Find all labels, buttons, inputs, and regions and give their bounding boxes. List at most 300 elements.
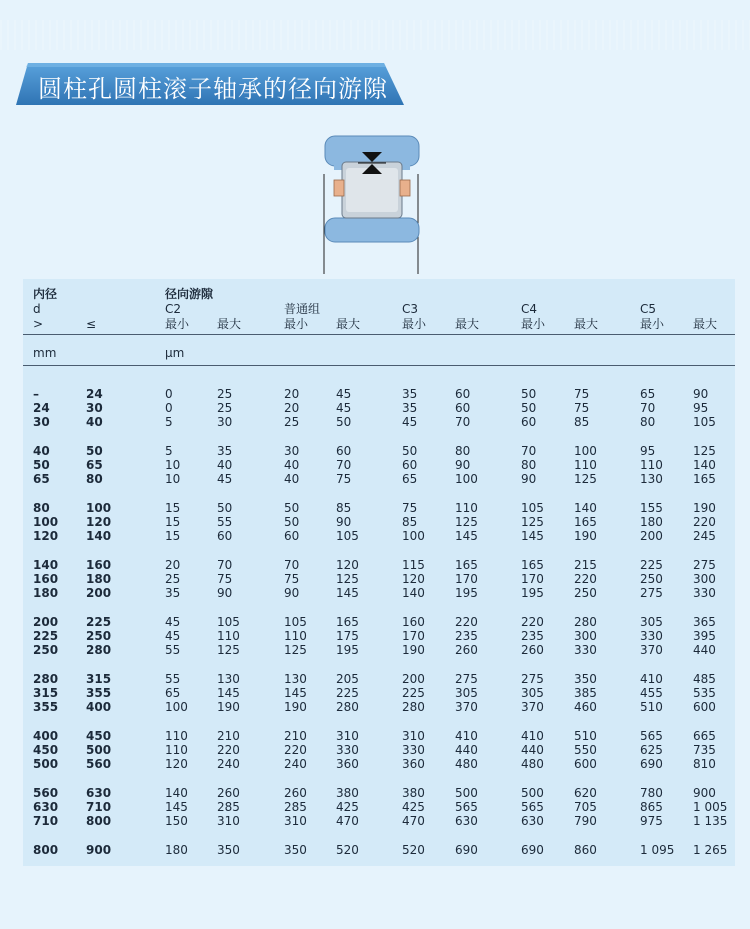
c4-max-cell: 100 <box>574 444 597 458</box>
normal-min-cell: 25 <box>284 415 300 430</box>
normal-max-cell: 120 <box>336 558 359 572</box>
bore-over-cell: 315 <box>33 686 59 701</box>
normal-min-cell: 75 <box>284 572 300 587</box>
c4-max-cell: 790 <box>574 814 597 829</box>
c2-min-cell: 0 <box>165 387 173 401</box>
c3-max-cell: 145 <box>455 529 478 544</box>
c5-min-cell: 110 <box>640 458 663 473</box>
c2-max-cell: 125 <box>217 643 240 658</box>
c4-min-cell: 145 <box>521 529 544 544</box>
c4-max-cell: 330 <box>574 643 597 658</box>
c5-max-cell: 900 <box>693 786 716 800</box>
c4-max-cell: 165 <box>574 515 597 530</box>
c3-max-cell: 80 <box>455 444 471 458</box>
c3-min-cell: 330 <box>402 743 425 758</box>
c2-max-cell: 110 <box>217 629 240 644</box>
c4-min-cell: 125 <box>521 515 544 530</box>
c3-max-cell: 480 <box>455 757 478 772</box>
c3-max-cell: 275 <box>455 672 478 686</box>
table-row <box>0 672 750 686</box>
normal-max-cell: 90 <box>336 515 352 530</box>
c4-min-cell: 410 <box>521 729 544 743</box>
c3-max-cell: 60 <box>455 387 471 401</box>
c3-min-cell: 50 <box>402 444 418 458</box>
bore-over-cell: 800 <box>33 843 59 857</box>
c5-min-cell: 865 <box>640 800 663 815</box>
c2-min-cell: 150 <box>165 814 188 829</box>
bore-over-cell: 560 <box>33 786 59 800</box>
c2-min-cell: 145 <box>165 800 188 815</box>
c2-min-cell: 15 <box>165 529 181 544</box>
c4-min-cell: 370 <box>521 700 544 715</box>
bore-incl-cell: 120 <box>86 515 112 530</box>
c3-min-cell: 115 <box>402 558 425 572</box>
bore-over-cell: 80 <box>33 501 50 515</box>
normal-min-cell: 190 <box>284 700 307 715</box>
c3-min-cell: 35 <box>402 401 418 416</box>
normal-min-cell: 70 <box>284 558 300 572</box>
normal-min-cell: 285 <box>284 800 307 815</box>
table-row <box>0 743 750 757</box>
c3-max-cell: 100 <box>455 472 478 487</box>
normal-max-cell: 425 <box>336 800 359 815</box>
c5-max-cell: 1 265 <box>693 843 728 857</box>
c2-min-cell: 65 <box>165 686 181 701</box>
cylindrical-roller-bearing-icon <box>322 134 422 274</box>
c5-max-cell: 535 <box>693 686 716 701</box>
table-row <box>0 401 750 415</box>
bore-incl-cell: 280 <box>86 643 112 658</box>
header-divider <box>23 334 735 335</box>
c3-min-cell: 200 <box>402 672 425 686</box>
table-row <box>0 643 750 657</box>
c5-min-cell: 180 <box>640 515 663 530</box>
normal-min-cell: 145 <box>284 686 307 701</box>
bore-incl-cell: 250 <box>86 629 112 644</box>
bore-incl-cell: 100 <box>86 501 112 515</box>
c2-min-header: 最小 <box>165 317 190 331</box>
c5-min-cell: 70 <box>640 401 656 416</box>
normal-max-cell: 225 <box>336 686 359 701</box>
bore-incl-cell: 180 <box>86 572 112 587</box>
bore-incl-cell: 200 <box>86 586 112 601</box>
c2-max-cell: 130 <box>217 672 240 686</box>
c2-min-cell: 45 <box>165 615 181 629</box>
c2-min-cell: 5 <box>165 415 173 430</box>
normal-max-cell: 330 <box>336 743 359 758</box>
bore-over-cell: 355 <box>33 700 59 715</box>
table-row <box>0 558 750 572</box>
c3-min-cell: 160 <box>402 615 425 629</box>
c5-min-cell: 305 <box>640 615 663 629</box>
normal-min-cell: 20 <box>284 401 300 416</box>
group-c2-label: C2 <box>165 302 182 316</box>
c4-max-cell: 385 <box>574 686 597 701</box>
normal-min-cell: 40 <box>284 458 300 473</box>
bore-over-cell: 30 <box>33 415 50 430</box>
c4-max-header: 最大 <box>574 317 599 331</box>
table-row <box>0 572 750 586</box>
c4-min-cell: 90 <box>521 472 537 487</box>
c5-max-cell: 245 <box>693 529 716 544</box>
bore-over-cell: 40 <box>33 444 50 458</box>
c5-max-cell: 275 <box>693 558 716 572</box>
c5-max-cell: 95 <box>693 401 709 416</box>
c4-min-cell: 305 <box>521 686 544 701</box>
c3-max-cell: 500 <box>455 786 478 800</box>
c2-min-cell: 0 <box>165 401 173 416</box>
c3-max-cell: 260 <box>455 643 478 658</box>
bore-incl-label: ≤ <box>86 317 97 331</box>
c5-min-cell: 130 <box>640 472 663 487</box>
c5-max-cell: 220 <box>693 515 716 530</box>
c3-max-cell: 440 <box>455 743 478 758</box>
normal-max-cell: 175 <box>336 629 359 644</box>
c4-max-cell: 705 <box>574 800 597 815</box>
bore-over-cell: 140 <box>33 558 59 572</box>
c4-max-cell: 550 <box>574 743 597 758</box>
c5-min-cell: 410 <box>640 672 663 686</box>
c3-max-cell: 125 <box>455 515 478 530</box>
bore-incl-cell: 50 <box>86 444 103 458</box>
c3-max-cell: 235 <box>455 629 478 644</box>
normal-max-cell: 145 <box>336 586 359 601</box>
c2-max-cell: 90 <box>217 586 233 601</box>
table-row <box>0 615 750 629</box>
c2-max-cell: 40 <box>217 458 233 473</box>
c2-max-cell: 285 <box>217 800 240 815</box>
c4-min-cell: 165 <box>521 558 544 572</box>
c3-max-cell: 370 <box>455 700 478 715</box>
table-row <box>0 515 750 529</box>
c3-min-cell: 520 <box>402 843 425 857</box>
c4-min-cell: 50 <box>521 387 537 401</box>
c4-max-cell: 860 <box>574 843 597 857</box>
c2-min-cell: 20 <box>165 558 181 572</box>
bore-over-cell: 65 <box>33 472 50 487</box>
c4-min-cell: 60 <box>521 415 537 430</box>
c5-max-cell: 165 <box>693 472 716 487</box>
normal-max-cell: 70 <box>336 458 352 473</box>
c4-min-cell: 260 <box>521 643 544 658</box>
table-row <box>0 529 750 543</box>
normal-min-header: 最小 <box>284 317 309 331</box>
c3-max-cell: 690 <box>455 843 478 857</box>
normal-min-cell: 220 <box>284 743 307 758</box>
bore-incl-cell: 80 <box>86 472 103 487</box>
bore-incl-cell: 315 <box>86 672 112 686</box>
c2-min-cell: 25 <box>165 572 181 587</box>
c3-max-cell: 170 <box>455 572 478 587</box>
c2-max-cell: 30 <box>217 415 233 430</box>
c5-min-cell: 330 <box>640 629 663 644</box>
c2-min-cell: 5 <box>165 444 173 458</box>
c4-min-cell: 440 <box>521 743 544 758</box>
bore-diameter-heading: 内径 <box>33 287 58 301</box>
c4-min-cell: 220 <box>521 615 544 629</box>
bore-incl-cell: 40 <box>86 415 103 430</box>
normal-max-cell: 380 <box>336 786 359 800</box>
c2-max-cell: 70 <box>217 558 233 572</box>
c4-max-cell: 140 <box>574 501 597 515</box>
c2-min-cell: 140 <box>165 786 188 800</box>
c4-max-cell: 620 <box>574 786 597 800</box>
c4-min-cell: 80 <box>521 458 537 473</box>
c2-max-cell: 145 <box>217 686 240 701</box>
normal-min-cell: 50 <box>284 515 300 530</box>
normal-max-cell: 60 <box>336 444 352 458</box>
c4-min-cell: 235 <box>521 629 544 644</box>
c4-min-cell: 630 <box>521 814 544 829</box>
c5-min-cell: 780 <box>640 786 663 800</box>
table-row <box>0 444 750 458</box>
bearing-diagram <box>322 134 422 274</box>
normal-min-cell: 60 <box>284 529 300 544</box>
normal-min-cell: 20 <box>284 387 300 401</box>
normal-max-cell: 50 <box>336 415 352 430</box>
c3-min-cell: 75 <box>402 501 418 515</box>
c5-min-header: 最小 <box>640 317 665 331</box>
c2-min-cell: 55 <box>165 643 181 658</box>
c2-max-cell: 45 <box>217 472 233 487</box>
bore-over-cell: 225 <box>33 629 59 644</box>
normal-min-cell: 350 <box>284 843 307 857</box>
c5-min-cell: 510 <box>640 700 663 715</box>
table-row <box>0 686 750 700</box>
c2-max-cell: 220 <box>217 743 240 758</box>
c2-min-cell: 35 <box>165 586 181 601</box>
normal-max-cell: 45 <box>336 401 352 416</box>
table-row <box>0 472 750 486</box>
c5-min-cell: 225 <box>640 558 663 572</box>
table-row <box>0 586 750 600</box>
c5-max-cell: 140 <box>693 458 716 473</box>
bore-over-label: > <box>33 317 44 331</box>
c4-min-cell: 105 <box>521 501 544 515</box>
normal-min-cell: 105 <box>284 615 307 629</box>
c2-max-cell: 55 <box>217 515 233 530</box>
c5-min-cell: 975 <box>640 814 663 829</box>
c3-max-cell: 305 <box>455 686 478 701</box>
c2-min-cell: 55 <box>165 672 181 686</box>
c5-min-cell: 370 <box>640 643 663 658</box>
normal-min-cell: 30 <box>284 444 300 458</box>
bore-over-cell: 100 <box>33 515 59 530</box>
c4-min-cell: 170 <box>521 572 544 587</box>
c5-min-cell: 95 <box>640 444 656 458</box>
c4-min-cell: 50 <box>521 401 537 416</box>
normal-max-cell: 205 <box>336 672 359 686</box>
c3-min-cell: 425 <box>402 800 425 815</box>
table-row <box>0 800 750 814</box>
bore-over-cell: 250 <box>33 643 59 658</box>
table-row <box>0 387 750 401</box>
bore-over-cell: 500 <box>33 757 59 772</box>
normal-min-cell: 130 <box>284 672 307 686</box>
c4-max-cell: 125 <box>574 472 597 487</box>
normal-max-cell: 125 <box>336 572 359 587</box>
bore-incl-cell: 225 <box>86 615 112 629</box>
bore-over-cell: 400 <box>33 729 59 743</box>
c5-max-cell: 125 <box>693 444 716 458</box>
normal-max-cell: 280 <box>336 700 359 715</box>
bore-over-cell: 710 <box>33 814 59 829</box>
c3-min-cell: 85 <box>402 515 418 530</box>
c3-max-cell: 165 <box>455 558 478 572</box>
bore-over-cell: 160 <box>33 572 59 587</box>
c5-min-cell: 200 <box>640 529 663 544</box>
table-row <box>0 757 750 771</box>
normal-min-cell: 310 <box>284 814 307 829</box>
c3-max-cell: 90 <box>455 458 471 473</box>
group-normal-label: 普通组 <box>284 302 321 316</box>
normal-min-cell: 210 <box>284 729 307 743</box>
c5-min-cell: 625 <box>640 743 663 758</box>
c4-min-cell: 500 <box>521 786 544 800</box>
c4-min-cell: 480 <box>521 757 544 772</box>
c3-min-cell: 170 <box>402 629 425 644</box>
bore-incl-cell: 140 <box>86 529 112 544</box>
bore-incl-cell: 30 <box>86 401 103 416</box>
c3-min-cell: 45 <box>402 415 418 430</box>
normal-min-cell: 260 <box>284 786 307 800</box>
bore-over-cell: 50 <box>33 458 50 473</box>
c5-max-cell: 190 <box>693 501 716 515</box>
normal-max-header: 最大 <box>336 317 361 331</box>
table-row <box>0 415 750 429</box>
bore-incl-cell: 900 <box>86 843 112 857</box>
group-c3-label: C3 <box>402 302 419 316</box>
group-c5-label: C5 <box>640 302 657 316</box>
group-c4-label: C4 <box>521 302 538 316</box>
c2-max-cell: 50 <box>217 501 233 515</box>
c5-min-cell: 275 <box>640 586 663 601</box>
normal-min-cell: 50 <box>284 501 300 515</box>
c2-min-cell: 15 <box>165 501 181 515</box>
c5-max-cell: 440 <box>693 643 716 658</box>
c5-min-cell: 455 <box>640 686 663 701</box>
c2-min-cell: 110 <box>165 729 188 743</box>
c4-max-cell: 250 <box>574 586 597 601</box>
table-row <box>0 843 750 857</box>
c4-max-cell: 75 <box>574 387 590 401</box>
c3-max-cell: 70 <box>455 415 471 430</box>
normal-min-cell: 125 <box>284 643 307 658</box>
table-row <box>0 786 750 800</box>
c3-min-cell: 120 <box>402 572 425 587</box>
c5-max-cell: 600 <box>693 700 716 715</box>
c2-max-cell: 260 <box>217 786 240 800</box>
c5-max-cell: 735 <box>693 743 716 758</box>
c3-max-cell: 220 <box>455 615 478 629</box>
bore-incl-cell: 710 <box>86 800 112 815</box>
normal-max-cell: 520 <box>336 843 359 857</box>
bore-incl-cell: 500 <box>86 743 112 758</box>
normal-min-cell: 90 <box>284 586 300 601</box>
c4-max-cell: 300 <box>574 629 597 644</box>
bore-incl-cell: 560 <box>86 757 112 772</box>
normal-max-cell: 310 <box>336 729 359 743</box>
c5-min-cell: 690 <box>640 757 663 772</box>
unit-um: μm <box>165 346 185 360</box>
bore-incl-cell: 65 <box>86 458 103 473</box>
c5-min-cell: 80 <box>640 415 656 430</box>
c5-max-cell: 1 135 <box>693 814 728 829</box>
c4-min-cell: 70 <box>521 444 537 458</box>
c4-min-cell: 195 <box>521 586 544 601</box>
c3-min-cell: 35 <box>402 387 418 401</box>
bore-over-cell: 630 <box>33 800 59 815</box>
page-title: 圆柱孔圆柱滚子轴承的径向游隙 <box>38 75 388 103</box>
c5-max-cell: 810 <box>693 757 716 772</box>
normal-max-cell: 470 <box>336 814 359 829</box>
c4-max-cell: 110 <box>574 458 597 473</box>
normal-min-cell: 110 <box>284 629 307 644</box>
c4-min-cell: 690 <box>521 843 544 857</box>
c2-max-cell: 240 <box>217 757 240 772</box>
c4-max-cell: 190 <box>574 529 597 544</box>
c4-max-cell: 220 <box>574 572 597 587</box>
c5-max-cell: 395 <box>693 629 716 644</box>
c5-max-cell: 330 <box>693 586 716 601</box>
c3-max-cell: 110 <box>455 501 478 515</box>
c3-max-cell: 630 <box>455 814 478 829</box>
c3-min-cell: 310 <box>402 729 425 743</box>
c2-min-cell: 10 <box>165 458 181 473</box>
c4-min-cell: 275 <box>521 672 544 686</box>
normal-max-cell: 105 <box>336 529 359 544</box>
c3-min-cell: 225 <box>402 686 425 701</box>
c3-max-cell: 60 <box>455 401 471 416</box>
unit-divider <box>23 365 735 366</box>
c4-min-cell: 565 <box>521 800 544 815</box>
bore-incl-cell: 800 <box>86 814 112 829</box>
c5-max-cell: 665 <box>693 729 716 743</box>
bore-over-cell: 120 <box>33 529 59 544</box>
c3-min-cell: 470 <box>402 814 425 829</box>
c5-max-cell: 300 <box>693 572 716 587</box>
c3-min-cell: 140 <box>402 586 425 601</box>
bore-symbol: d <box>33 302 41 316</box>
decorative-texture-strip <box>0 20 750 50</box>
bore-incl-cell: 24 <box>86 387 103 401</box>
c2-min-cell: 180 <box>165 843 188 857</box>
bore-over-cell: 180 <box>33 586 59 601</box>
table-row <box>0 501 750 515</box>
bore-over-cell: 450 <box>33 743 59 758</box>
c2-min-cell: 15 <box>165 515 181 530</box>
c5-max-cell: 1 005 <box>693 800 728 815</box>
c2-max-cell: 310 <box>217 814 240 829</box>
normal-min-cell: 240 <box>284 757 307 772</box>
c2-max-cell: 25 <box>217 401 233 416</box>
c2-min-cell: 10 <box>165 472 181 487</box>
c4-max-cell: 85 <box>574 415 590 430</box>
c3-min-cell: 100 <box>402 529 425 544</box>
c2-min-cell: 100 <box>165 700 188 715</box>
c3-max-header: 最大 <box>455 317 480 331</box>
c4-max-cell: 460 <box>574 700 597 715</box>
c3-max-cell: 195 <box>455 586 478 601</box>
table-row <box>0 814 750 828</box>
c2-max-header: 最大 <box>217 317 242 331</box>
c5-min-cell: 155 <box>640 501 663 515</box>
normal-max-cell: 45 <box>336 387 352 401</box>
table-row <box>0 629 750 643</box>
bore-incl-cell: 400 <box>86 700 112 715</box>
c5-min-cell: 250 <box>640 572 663 587</box>
bore-incl-cell: 160 <box>86 558 112 572</box>
